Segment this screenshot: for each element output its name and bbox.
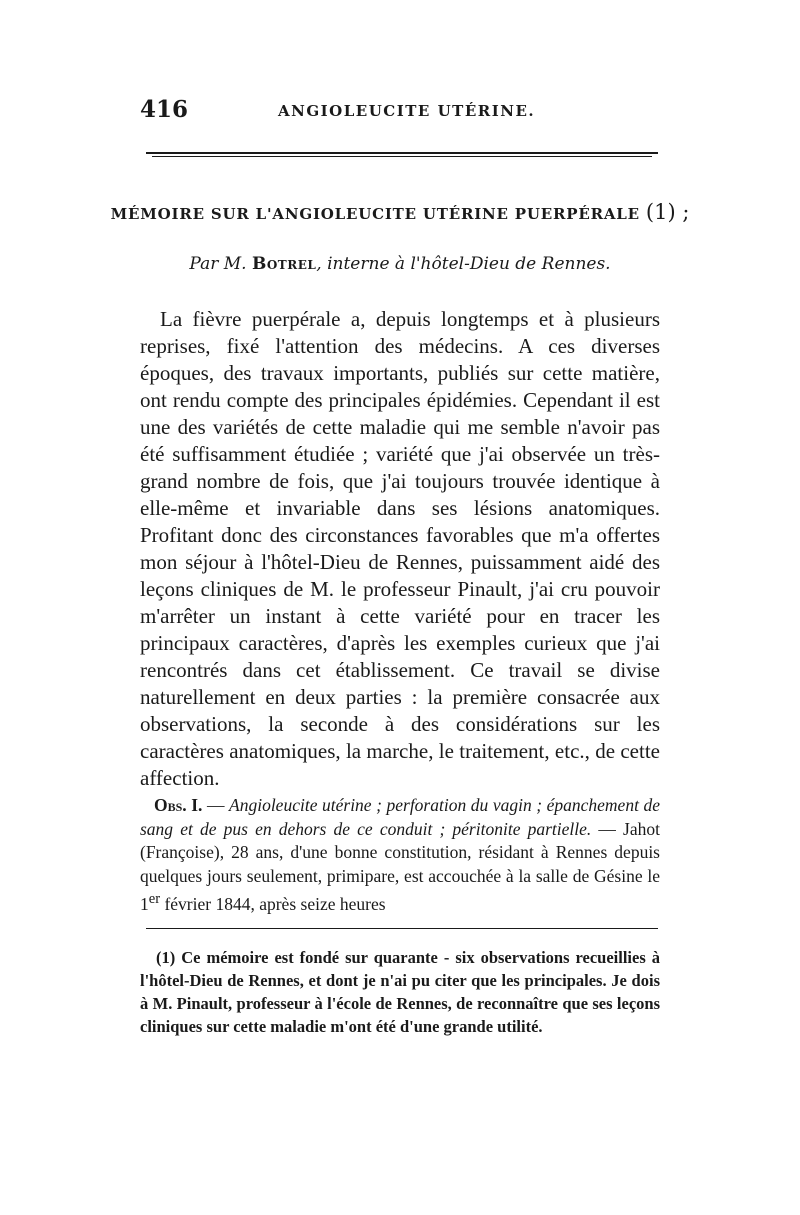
article-title (0, 200, 800, 224)
footnote-reference: (1) ; (645, 200, 690, 224)
page-number: 416 (140, 96, 189, 123)
byline (0, 254, 800, 274)
running-head (140, 96, 660, 136)
author-name: Botrel (251, 254, 317, 274)
observation-label: Obs. I. (154, 795, 203, 815)
byline-suffix: , interne à l'hôtel-Dieu de Rennes. (316, 254, 611, 274)
byline-prefix: Par M. (189, 254, 247, 274)
header-rule-thick (146, 152, 658, 154)
intro-paragraph: La fièvre puerpérale a, depuis longtemps et à plusieurs reprises, fixé l'attention des médecins. A ces diverses époques, des travaux importants, publiés sur cette matière, ont rendu compte des principales épidémies. Cependant il est une des variétés de cette maladie qui me semble n'avoir pas été suffisamment étudiée ; variété que j'ai observée un très-grand nombre de fois, que j'ai toujours trouvée identique à elle-même et invariable dans ses lésions anatomiques. Profitant donc des circonstances favorables que m'a offertes mon séjour à l'hôtel-Dieu de Rennes, puissamment aidé des leçons cliniques de M. le professeur Pinault, j'ai cru pouvoir m'arrêter un instant à cette variété pour en tracer les principaux caractères, d'après les exemples curieux que j'ai rencontrés dans cet établissement. Ce travail se divise naturellement en deux parties : la première consacrée aux observations, la seconde à des considérations sur les caractères anatomiques, la marche, le traitement, etc., de cette affection. (140, 307, 660, 790)
ordinal-suffix: er (148, 891, 161, 907)
observation-text-end: février 1844, après seize heures (160, 893, 386, 914)
footnote-rule (146, 928, 658, 929)
header-rule (146, 152, 658, 158)
footnote: (1) Ce mémoire est fondé sur quarante - six observations recueillies à l'hôtel-Dieu de Rennes, et dont je n'ai pu citer que les principales. Je dois à M. Pinault, professeur à l'école de Rennes, de reconnaître que ses leçons cliniques sur cette maladie m'ont été d'une grande utilité. (140, 948, 660, 1036)
observation-dash: — (202, 795, 230, 815)
header-rule-thin (152, 156, 652, 157)
observation-text: — Jahot (Françoise), 28 ans, d'une bonne constitution, résidant à Rennes depuis quelques jours seulement, primipare, est accouchée à la salle de Gésine le 1 (140, 818, 660, 914)
running-title: ANGIOLEUCITE UTÉRINE. (278, 102, 536, 120)
observation-heading: Angioleucite utérine ; perforation du vagin ; épanchement de sang et de pus en dehors de ce conduit ; péritonite partielle. (140, 795, 661, 839)
observation-paragraph (140, 794, 660, 916)
article-title-text: MÉMOIRE SUR L'ANGIOLEUCITE UTÉRINE PUERPÉRALE (110, 205, 640, 223)
